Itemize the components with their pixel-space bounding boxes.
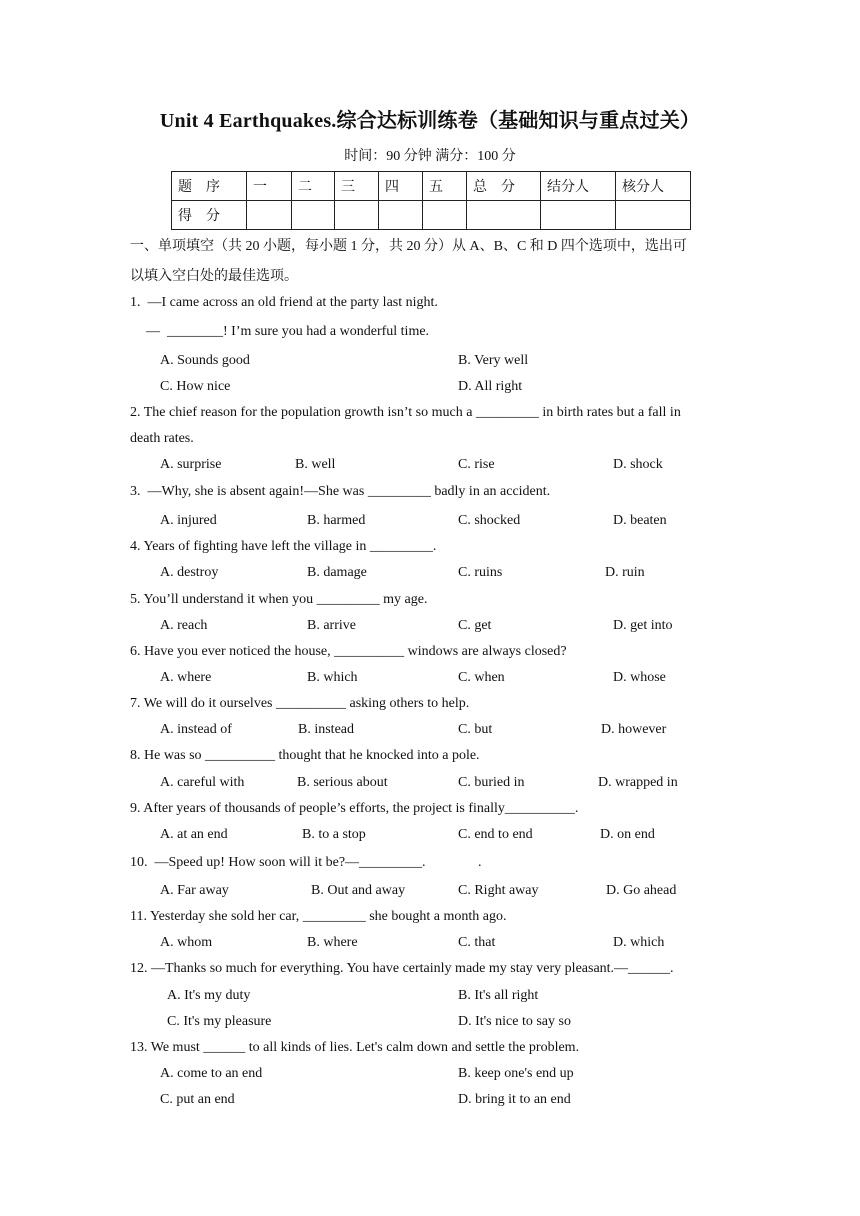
option-a[interactable]: A. Sounds good	[160, 353, 250, 368]
table-cell: 四	[379, 172, 423, 201]
question-stem: 6. Have you ever noticed the house, __________ windows are always closed?	[130, 644, 567, 659]
table-cell: 总 分	[467, 172, 541, 201]
option-d[interactable]: D. beaten	[613, 513, 667, 528]
exam-time-and-score: 时间：90 分钟 满分：100 分	[344, 149, 516, 164]
question-stem: — ________! I’m sure you had a wonderful time.	[146, 324, 430, 339]
question-stem: 13. We must ______ to all kinds of lies. Let's calm down and settle the problem.	[130, 1040, 580, 1055]
option-d[interactable]: D. ruin	[605, 565, 645, 580]
option-c[interactable]: C. shocked	[458, 513, 521, 528]
table-cell: 核分人	[616, 172, 691, 201]
question-stem: 3. —Why, she is absent again!—She was _________ badly in an accident.	[130, 484, 551, 499]
option-c[interactable]: C. rise	[458, 457, 495, 472]
question-stem: 12. —Thanks so much for everything. You have certainly made my stay very pleasant.—______.	[130, 961, 674, 976]
option-b[interactable]: B. arrive	[307, 618, 356, 633]
question-stem: 2. The chief reason for the population growth isn’t so much a _________ in birth rates but a fall in	[130, 405, 681, 420]
section-instruction: 以填入空白处的最佳选项。	[130, 269, 298, 284]
option-b[interactable]: B. keep one's end up	[458, 1066, 574, 1081]
option-d[interactable]: D. however	[601, 722, 667, 737]
option-a[interactable]: A. It's my duty	[167, 988, 251, 1003]
page-title: Unit 4 Earthquakes.综合达标训练卷（基础知识与重点过关）	[159, 110, 701, 132]
score-input-cell[interactable]	[335, 201, 379, 230]
option-d[interactable]: D. wrapped in	[598, 775, 678, 790]
question-stem: 4. Years of fighting have left the village in _________.	[130, 539, 437, 554]
option-a[interactable]: A. Far away	[160, 883, 229, 898]
option-d[interactable]: D. shock	[613, 457, 663, 472]
question-stem: 8. He was so __________ thought that he knocked into a pole.	[130, 748, 480, 763]
option-a[interactable]: A. careful with	[160, 775, 245, 790]
option-a[interactable]: A. injured	[160, 513, 217, 528]
table-cell: 二	[292, 172, 335, 201]
table-cell: 一	[247, 172, 292, 201]
option-c[interactable]: C. How nice	[160, 379, 231, 394]
option-d[interactable]: D. which	[613, 935, 665, 950]
table-cell: 题 序	[172, 172, 247, 201]
score-input-cell[interactable]	[292, 201, 335, 230]
question-stem: death rates.	[130, 431, 194, 446]
question-stem: 11. Yesterday she sold her car, _________ she bought a month ago.	[130, 909, 507, 924]
option-d[interactable]: D. get into	[613, 618, 673, 633]
score-table	[171, 171, 691, 230]
table-row	[172, 201, 691, 230]
option-d[interactable]: D. It's nice to say so	[458, 1014, 571, 1029]
score-input-cell[interactable]	[541, 201, 616, 230]
score-input-cell[interactable]	[423, 201, 467, 230]
option-d[interactable]: D. All right	[458, 379, 523, 394]
option-a[interactable]: A. where	[160, 670, 212, 685]
score-input-cell[interactable]	[467, 201, 541, 230]
option-a[interactable]: A. at an end	[160, 827, 228, 842]
score-input-cell[interactable]	[247, 201, 292, 230]
option-a[interactable]: A. surprise	[160, 457, 222, 472]
table-cell: 三	[335, 172, 379, 201]
table-row	[172, 172, 691, 201]
question-stem: 9. After years of thousands of people’s efforts, the project is finally__________.	[130, 801, 579, 816]
table-cell: 得 分	[172, 201, 247, 230]
table-cell: 五	[423, 172, 467, 201]
section-instruction: 一、单项填空（共 20 小题，每小题 1 分，共 20 分）从 A、B、C 和 D 四个选项中，选出可	[130, 239, 687, 254]
option-d[interactable]: D. Go ahead	[606, 883, 677, 898]
table-cell: 结分人	[541, 172, 616, 201]
option-c[interactable]: C. when	[458, 670, 505, 685]
option-c[interactable]: C. Right away	[458, 883, 539, 898]
option-b[interactable]: B. well	[295, 457, 336, 472]
option-b[interactable]: B. which	[307, 670, 358, 685]
option-b[interactable]: B. It's all right	[458, 988, 539, 1003]
option-c[interactable]: C. get	[458, 618, 492, 633]
option-c[interactable]: C. ruins	[458, 565, 503, 580]
option-c[interactable]: C. end to end	[458, 827, 533, 842]
option-d[interactable]: D. whose	[613, 670, 666, 685]
option-a[interactable]: A. destroy	[160, 565, 219, 580]
option-c[interactable]: C. buried in	[458, 775, 525, 790]
option-b[interactable]: B. harmed	[307, 513, 366, 528]
option-c[interactable]: C. but	[458, 722, 493, 737]
question-stem: 7. We will do it ourselves __________ asking others to help.	[130, 696, 470, 711]
option-b[interactable]: B. to a stop	[302, 827, 366, 842]
option-c[interactable]: C. It's my pleasure	[167, 1014, 272, 1029]
option-c[interactable]: C. that	[458, 935, 496, 950]
option-d[interactable]: D. bring it to an end	[458, 1092, 571, 1107]
option-d[interactable]: D. on end	[600, 827, 655, 842]
option-b[interactable]: B. instead	[298, 722, 354, 737]
option-b[interactable]: B. where	[307, 935, 358, 950]
option-a[interactable]: A. whom	[160, 935, 213, 950]
option-a[interactable]: A. reach	[160, 618, 208, 633]
question-stem: 5. You’ll understand it when you _________ my age.	[130, 592, 428, 607]
option-c[interactable]: C. put an end	[160, 1092, 235, 1107]
option-a[interactable]: A. come to an end	[160, 1066, 263, 1081]
score-input-cell[interactable]	[379, 201, 423, 230]
question-stem: 10. —Speed up! How soon will it be?—_________. .	[130, 855, 482, 870]
option-b[interactable]: B. serious about	[297, 775, 388, 790]
option-a[interactable]: A. instead of	[160, 722, 232, 737]
option-b[interactable]: B. Very well	[458, 353, 529, 368]
question-stem: 1. —I came across an old friend at the party last night.	[130, 295, 438, 310]
option-b[interactable]: B. damage	[307, 565, 367, 580]
score-input-cell[interactable]	[616, 201, 691, 230]
option-b[interactable]: B. Out and away	[311, 883, 406, 898]
